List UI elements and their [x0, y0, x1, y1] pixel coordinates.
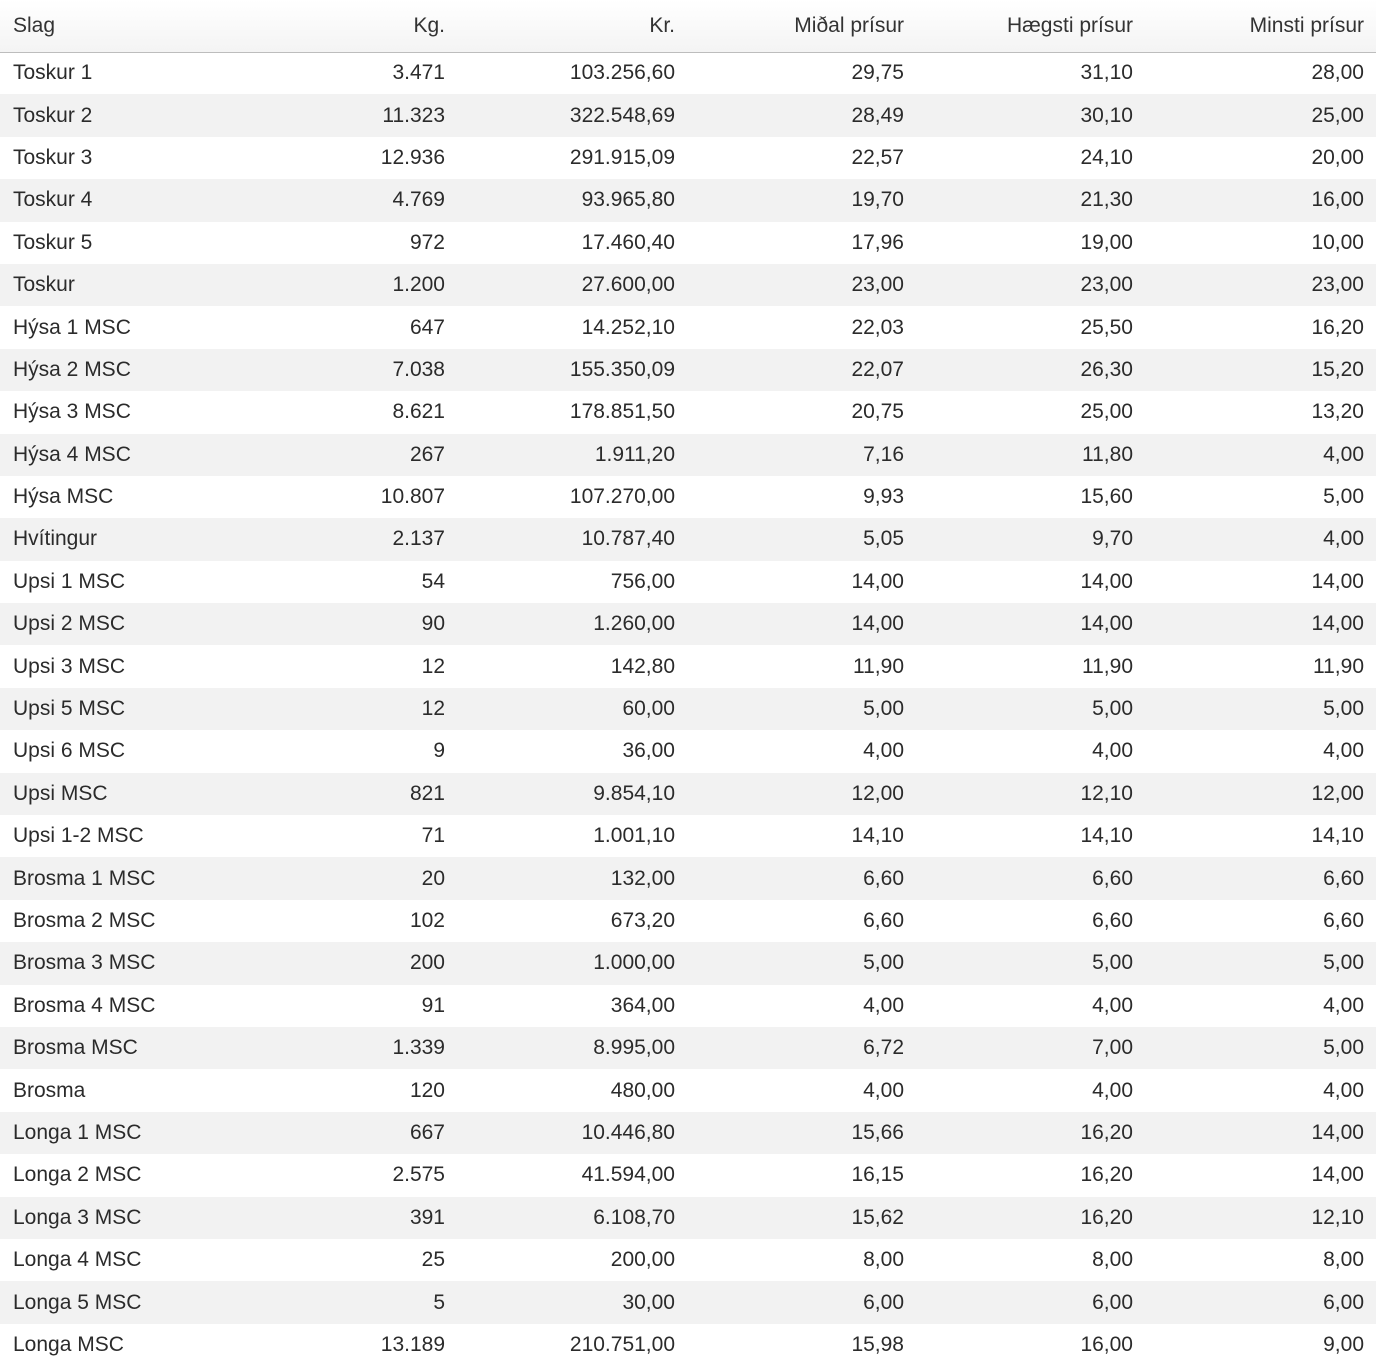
cell-slag: Upsi 1 MSC: [13, 569, 126, 593]
cell-slag: Upsi 6 MSC: [13, 739, 126, 763]
cell-slag: Toskur 2: [13, 103, 93, 127]
cell-lowest-price: 14,00: [1311, 1120, 1364, 1144]
cell-kr: 1.001,10: [593, 824, 675, 848]
cell-slag: Upsi 3 MSC: [13, 654, 126, 678]
cell-highest-price: 16,20: [1080, 1205, 1133, 1229]
cell-average-price: 28,49: [851, 103, 904, 127]
cell-highest-price: 16,20: [1080, 1120, 1133, 1144]
cell-slag: Upsi 2 MSC: [13, 612, 126, 636]
cell-kg: 1.200: [392, 273, 445, 297]
cell-average-price: 6,00: [863, 1290, 904, 1314]
cell-highest-price: 19,00: [1080, 230, 1133, 254]
cell-lowest-price: 25,00: [1311, 103, 1364, 127]
cell-kg: 12: [421, 697, 445, 721]
cell-average-price: 29,75: [851, 61, 904, 85]
table-row: [0, 391, 1376, 433]
cell-slag: Toskur 3: [13, 145, 93, 169]
cell-slag: Longa 2 MSC: [13, 1163, 142, 1187]
cell-lowest-price: 14,10: [1311, 824, 1364, 848]
cell-kr: 60,00: [622, 697, 675, 721]
cell-kr: 178.851,50: [569, 400, 675, 424]
column-header-highest-price[interactable]: Hægsti prísur: [916, 0, 1145, 52]
cell-lowest-price: 16,20: [1311, 315, 1364, 339]
table-row: [0, 645, 1376, 687]
cell-kr: 673,20: [610, 909, 675, 932]
cell-highest-price: 31,10: [1080, 61, 1133, 85]
cell-average-price: 12,00: [851, 781, 904, 805]
cell-highest-price: 6,60: [1092, 866, 1133, 890]
cell-highest-price: 24,10: [1080, 145, 1133, 169]
cell-kg: 1.339: [392, 1036, 445, 1060]
table-row: [0, 1069, 1376, 1111]
cell-highest-price: 25,00: [1080, 400, 1133, 424]
cell-kr: 36,00: [622, 739, 675, 763]
table-row: [0, 1112, 1376, 1154]
cell-lowest-price: 8,00: [1323, 1248, 1364, 1272]
cell-average-price: 19,70: [851, 188, 904, 212]
cell-kg: 20: [421, 866, 445, 890]
table-row: [0, 52, 1376, 94]
cell-kg: 10.807: [380, 485, 445, 509]
table-row: [0, 1027, 1376, 1069]
cell-kg: 71: [421, 824, 445, 848]
cell-highest-price: 4,00: [1092, 739, 1133, 763]
cell-kr: 14.252,10: [581, 315, 675, 339]
column-header-kr[interactable]: Kr.: [457, 0, 687, 52]
cell-kg: 821: [409, 781, 445, 805]
table-row: [0, 942, 1376, 984]
cell-lowest-price: 5,00: [1323, 697, 1364, 721]
cell-average-price: 8,00: [863, 1248, 904, 1272]
cell-slag: Toskur 1: [13, 61, 93, 85]
cell-highest-price: 5,00: [1092, 697, 1133, 721]
cell-kr: 480,00: [610, 1078, 675, 1102]
cell-slag: Upsi 5 MSC: [13, 697, 126, 721]
cell-slag: Longa 3 MSC: [13, 1205, 142, 1229]
cell-kr: 30,00: [622, 1290, 675, 1314]
cell-kr: 132,00: [610, 866, 675, 890]
cell-lowest-price: 4,00: [1323, 1078, 1364, 1102]
cell-highest-price: 23,00: [1080, 273, 1133, 297]
cell-average-price: 5,00: [863, 697, 904, 721]
table-row: [0, 985, 1376, 1027]
cell-kg: 7.038: [392, 357, 445, 381]
table-row: [0, 603, 1376, 645]
cell-lowest-price: 4,00: [1323, 442, 1364, 466]
table-header: [0, 0, 1376, 52]
cell-lowest-price: 14,00: [1311, 1163, 1364, 1187]
cell-kr: 10.787,40: [581, 527, 675, 551]
cell-kg: 91: [421, 993, 445, 1017]
table-row: [0, 1154, 1376, 1196]
cell-kg: 12: [421, 654, 445, 678]
cell-highest-price: 8,00: [1092, 1248, 1133, 1272]
cell-highest-price: 14,00: [1080, 612, 1133, 636]
cell-average-price: 15,62: [851, 1205, 904, 1229]
cell-lowest-price: 14,00: [1311, 569, 1364, 593]
cell-lowest-price: 20,00: [1311, 145, 1364, 169]
cell-lowest-price: 6,60: [1323, 866, 1364, 890]
cell-kr: 17.460,40: [581, 230, 675, 254]
table-row: [0, 815, 1376, 857]
cell-kg: 102: [409, 909, 445, 932]
cell-highest-price: 4,00: [1092, 993, 1133, 1017]
header-row: [0, 0, 1376, 52]
cell-slag: Hýsa 1 MSC: [13, 315, 131, 339]
table-row: [0, 137, 1376, 179]
cell-kg: 90: [421, 612, 445, 636]
cell-kg: 200: [409, 951, 445, 975]
cell-kg: 667: [409, 1120, 445, 1144]
cell-slag: Hvítingur: [13, 527, 98, 551]
cell-slag: Longa 4 MSC: [13, 1248, 142, 1272]
cell-slag: Hýsa 4 MSC: [13, 442, 131, 466]
table-row: [0, 730, 1376, 772]
cell-lowest-price: 6,00: [1323, 1290, 1364, 1314]
cell-slag: Brosma 3 MSC: [13, 951, 156, 975]
cell-kg: 8.621: [392, 400, 445, 424]
cell-lowest-price: 4,00: [1323, 993, 1364, 1017]
cell-kr: 103.256,60: [569, 61, 675, 85]
cell-highest-price: 15,60: [1080, 485, 1133, 509]
cell-lowest-price: 5,00: [1323, 951, 1364, 975]
cell-highest-price: 21,30: [1080, 188, 1133, 212]
table-row: [0, 518, 1376, 560]
cell-highest-price: 16,00: [1080, 1332, 1133, 1356]
cell-kr: 107.270,00: [569, 485, 675, 509]
cell-kr: 291.915,09: [569, 145, 675, 169]
cell-kr: 756,00: [610, 569, 675, 593]
cell-lowest-price: 16,00: [1311, 188, 1364, 212]
cell-highest-price: 7,00: [1092, 1036, 1133, 1060]
table-row: [0, 306, 1376, 348]
cell-kg: 267: [409, 442, 445, 466]
cell-kr: 322.548,69: [569, 103, 675, 127]
cell-kr: 1.000,00: [593, 951, 675, 975]
cell-kg: 4.769: [392, 188, 445, 212]
cell-kg: 972: [409, 230, 445, 254]
cell-highest-price: 11,90: [1082, 654, 1133, 678]
cell-highest-price: 5,00: [1092, 951, 1133, 975]
cell-kr: 1.260,00: [593, 612, 675, 636]
cell-average-price: 4,00: [863, 739, 904, 763]
cell-kg: 54: [421, 569, 445, 593]
cell-lowest-price: 6,60: [1323, 909, 1364, 932]
cell-kg: 2.137: [392, 527, 445, 551]
cell-kg: 12.936: [380, 145, 445, 169]
cell-lowest-price: 10,00: [1311, 230, 1364, 254]
cell-kr: 210.751,00: [569, 1332, 675, 1356]
cell-slag: Hýsa 3 MSC: [13, 400, 131, 424]
cell-average-price: 6,60: [863, 866, 904, 890]
cell-slag: Toskur 4: [13, 188, 93, 212]
cell-highest-price: 6,60: [1092, 909, 1133, 932]
cell-kr: 6.108,70: [593, 1205, 675, 1229]
cell-lowest-price: 9,00: [1323, 1332, 1364, 1356]
column-header-kg[interactable]: Kg.: [230, 0, 457, 52]
cell-average-price: 14,00: [851, 612, 904, 636]
cell-highest-price: 9,70: [1092, 527, 1133, 551]
cell-highest-price: 26,30: [1080, 357, 1133, 381]
cell-average-price: 22,07: [851, 357, 904, 381]
cell-lowest-price: 14,00: [1311, 612, 1364, 636]
cell-kg: 2.575: [392, 1163, 445, 1187]
cell-average-price: 6,72: [863, 1036, 904, 1060]
cell-lowest-price: 23,00: [1311, 273, 1364, 297]
cell-average-price: 5,05: [863, 527, 904, 551]
table-row: [0, 179, 1376, 221]
cell-kr: 93.965,80: [581, 188, 675, 212]
cell-slag: Longa MSC: [13, 1332, 124, 1356]
cell-average-price: 22,57: [851, 145, 904, 169]
cell-kg: 25: [421, 1248, 445, 1272]
table-row: [0, 1239, 1376, 1281]
cell-kg: 647: [409, 315, 445, 339]
cell-lowest-price: 15,20: [1311, 357, 1364, 381]
cell-average-price: 4,00: [863, 993, 904, 1017]
cell-kr: 8.995,00: [593, 1036, 675, 1060]
cell-slag: Hýsa 2 MSC: [13, 357, 131, 381]
cell-slag: Brosma: [13, 1078, 86, 1102]
table-row: [0, 476, 1376, 518]
table-row: [0, 857, 1376, 899]
cell-lowest-price: 11,90: [1313, 654, 1364, 678]
cell-lowest-price: 13,20: [1311, 400, 1364, 424]
cell-highest-price: 30,10: [1080, 103, 1133, 127]
cell-average-price: 17,96: [851, 230, 904, 254]
cell-kr: 200,00: [610, 1248, 675, 1272]
cell-average-price: 23,00: [851, 273, 904, 297]
cell-highest-price: 14,10: [1080, 824, 1133, 848]
cell-lowest-price: 5,00: [1323, 1036, 1364, 1060]
table-row: [0, 1324, 1376, 1366]
cell-average-price: 15,66: [851, 1120, 904, 1144]
cell-slag: Brosma 1 MSC: [13, 866, 156, 890]
cell-slag: Longa 1 MSC: [13, 1120, 142, 1144]
table-body: [0, 52, 1376, 1366]
cell-slag: Toskur 5: [13, 230, 93, 254]
cell-average-price: 15,98: [851, 1332, 904, 1356]
cell-slag: Upsi 1-2 MSC: [13, 824, 144, 848]
cell-kr: 364,00: [610, 993, 675, 1017]
cell-highest-price: 11,80: [1082, 442, 1133, 466]
cell-highest-price: 16,20: [1080, 1163, 1133, 1187]
cell-kr: 10.446,80: [581, 1120, 675, 1144]
table-row: [0, 349, 1376, 391]
cell-average-price: 14,10: [851, 824, 904, 848]
cell-slag: Toskur: [13, 273, 75, 297]
column-header-lowest-price[interactable]: Minsti prísur: [1145, 0, 1376, 52]
table-row: [0, 561, 1376, 603]
cell-kg: 11.323: [382, 103, 445, 127]
cell-kg: 9: [433, 739, 445, 763]
cell-slag: Longa 5 MSC: [13, 1290, 142, 1314]
table-row: [0, 688, 1376, 730]
cell-kr: 9.854,10: [593, 781, 675, 805]
cell-average-price: 6,60: [863, 909, 904, 932]
cell-kr: 155.350,09: [569, 357, 675, 381]
cell-lowest-price: 5,00: [1323, 485, 1364, 509]
cell-average-price: 4,00: [863, 1078, 904, 1102]
table-row: [0, 773, 1376, 815]
cell-kr: 41.594,00: [581, 1163, 675, 1187]
cell-average-price: 20,75: [851, 400, 904, 424]
cell-slag: Brosma MSC: [13, 1036, 138, 1060]
cell-average-price: 16,15: [851, 1163, 904, 1187]
cell-average-price: 9,93: [863, 485, 904, 509]
cell-lowest-price: 4,00: [1323, 739, 1364, 763]
table-row: [0, 900, 1376, 942]
cell-average-price: 7,16: [863, 442, 904, 466]
cell-kr: 27.600,00: [581, 273, 675, 297]
cell-average-price: 5,00: [863, 951, 904, 975]
cell-kr: 142,80: [610, 654, 675, 678]
cell-average-price: 22,03: [851, 315, 904, 339]
table-row: [0, 1281, 1376, 1323]
table-row: [0, 1197, 1376, 1239]
cell-lowest-price: 12,00: [1311, 781, 1364, 805]
cell-slag: Upsi MSC: [13, 781, 108, 805]
cell-kr: 1.911,20: [594, 442, 675, 466]
cell-slag: Brosma 2 MSC: [13, 909, 156, 932]
table-row: [0, 264, 1376, 306]
cell-slag: Brosma 4 MSC: [13, 993, 156, 1017]
cell-average-price: 14,00: [851, 569, 904, 593]
table-row: [0, 222, 1376, 264]
cell-highest-price: 6,00: [1092, 1290, 1133, 1314]
cell-kg: 13.189: [380, 1332, 445, 1356]
cell-average-price: 11,90: [853, 654, 904, 678]
cell-highest-price: 25,50: [1080, 315, 1133, 339]
cell-kg: 5: [433, 1290, 445, 1314]
cell-highest-price: 14,00: [1080, 569, 1133, 593]
cell-kg: 391: [409, 1205, 445, 1229]
column-header-slag[interactable]: Slag: [0, 0, 230, 52]
cell-kg: 120: [409, 1078, 445, 1102]
cell-lowest-price: 4,00: [1323, 527, 1364, 551]
cell-lowest-price: 28,00: [1311, 61, 1364, 85]
column-header-average-price[interactable]: Miðal prísur: [687, 0, 916, 52]
cell-lowest-price: 12,10: [1311, 1205, 1364, 1229]
cell-highest-price: 12,10: [1080, 781, 1133, 805]
cell-highest-price: 4,00: [1092, 1078, 1133, 1102]
cell-kg: 3.471: [392, 61, 445, 85]
cell-slag: Hýsa MSC: [13, 485, 114, 509]
table-row: [0, 94, 1376, 136]
table-row: [0, 434, 1376, 476]
